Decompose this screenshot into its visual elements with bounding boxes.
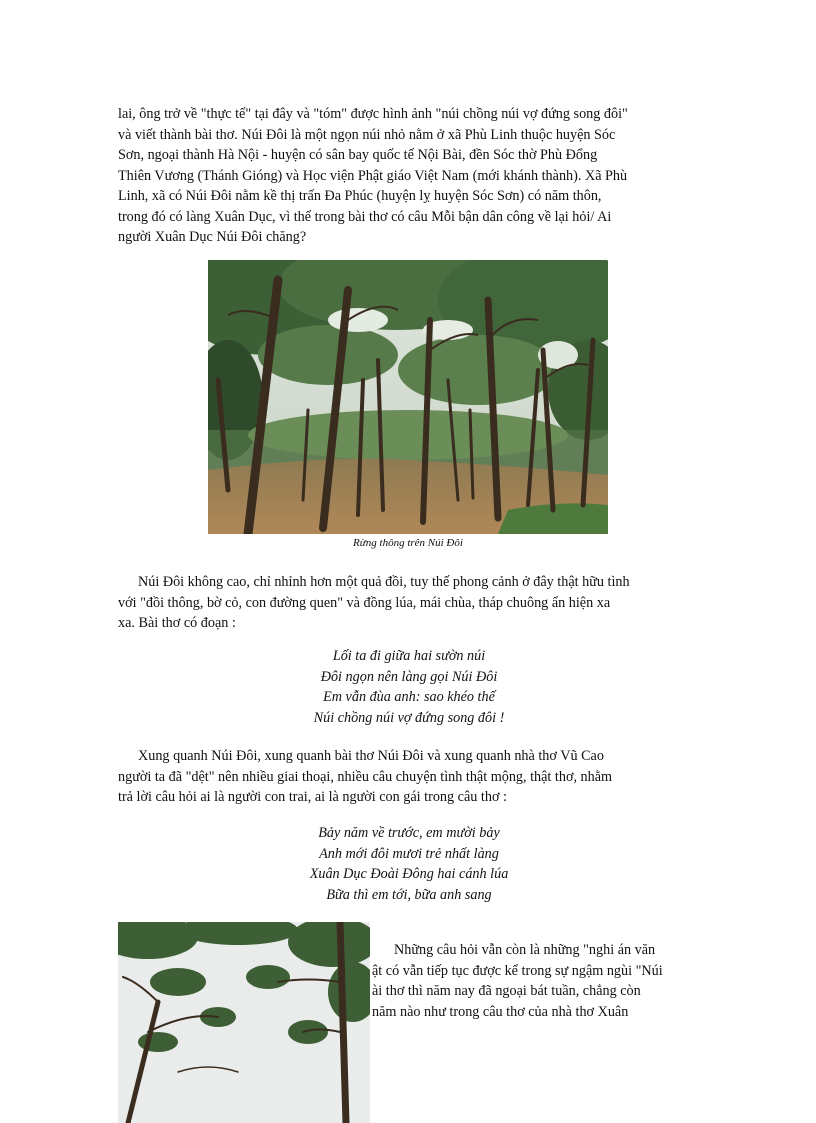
poem-stanza-1 xyxy=(118,646,700,728)
paragraph-4-line: năm nào như trong câu thơ của nhà thơ Xuân xyxy=(372,1003,629,1020)
photo-caption: Rừng thông trên Núi Đôi xyxy=(353,537,463,549)
paragraph-1-line: Sơn, ngoại thành Hà Nội - huyện có sân bay quốc tế Nội Bài, đền Sóc thờ Phù Đổng xyxy=(118,147,598,163)
paragraph-1-line: và viết thành bài thơ. Núi Đôi là một ngọn núi nhỏ nằm ở xã Phù Linh thuộc huyện Sóc xyxy=(118,126,616,143)
poem-line: Núi chồng núi vợ đứng song đôi ! xyxy=(313,709,505,726)
paragraph-1-line: trong đó có làng Xuân Dục, vì thế trong bài thơ có câu Mỗi bận dân công về lại hỏi/ Ai xyxy=(118,208,612,225)
poem-line: Lối ta đi giữa hai sườn núi xyxy=(332,648,486,664)
paragraph-1-line: Thiên Vương (Thánh Gióng) và Học viện Phật giáo Việt Nam (mới khánh thành). Xã Phù xyxy=(118,167,628,184)
pine-forest-photo xyxy=(208,260,608,534)
paragraph-3-line: người ta đã "dệt" nên nhiều giai thoại, nhiều câu chuyện tình thật mộng, thật thơ, nhằm xyxy=(118,768,613,785)
paragraph-4-line: ài thơ thì năm nay đã ngoại bát tuần, chẳng còn xyxy=(372,983,641,999)
poem-line: Đôi ngọn nên làng gọi Núi Đôi xyxy=(320,668,498,685)
paragraph-3-line: Xung quanh Núi Đôi, xung quanh bài thơ Núi Đôi và xung quanh nhà thơ Vũ Cao xyxy=(138,748,604,764)
paragraph-2-line: Núi Đôi không cao, chỉ nhỉnh hơn một quả đồi, tuy thế phong cảnh ở đây thật hữu tình xyxy=(138,574,630,590)
paragraph-4-line: Những câu hỏi vẫn còn là những "nghi án văn xyxy=(394,942,656,958)
poem-line: Bữa thì em tới, bữa anh sang xyxy=(326,886,492,903)
paragraph-4 xyxy=(372,940,702,1022)
paragraph-2-line: xa. Bài thơ có đoạn : xyxy=(118,615,236,631)
paragraph-2 xyxy=(118,572,700,634)
poem-line: Anh mới đôi mươi trẻ nhất làng xyxy=(319,845,499,862)
paragraph-2-line: với "đồi thông, bờ cỏ, con đường quen" và đồng lúa, mái chùa, tháp chuông ẩn hiện xa xyxy=(118,594,611,611)
paragraph-3 xyxy=(118,746,700,808)
paragraph-1-line: người Xuân Dục Núi Đôi chăng? xyxy=(118,229,307,245)
paragraph-1-line: lai, ông trở về "thực tế" tại đây và "tóm" được hình ảnh "núi chồng núi vợ đứng song đôi" xyxy=(118,106,628,122)
paragraph-1 xyxy=(118,104,700,248)
pine-branches-photo xyxy=(118,922,370,1123)
paragraph-1-line: Linh, xã có Núi Đôi nằm kề thị trấn Đa Phúc (huyện lỵ huyện Sóc Sơn) có năm thôn, xyxy=(118,188,602,204)
paragraph-3-line: trả lời câu hỏi ai là người con trai, ai là người con gái trong câu thơ : xyxy=(118,789,507,805)
poem-line: Em vẫn đùa anh: sao khéo thế xyxy=(323,689,495,705)
poem-stanza-2 xyxy=(118,823,700,905)
paragraph-4-line: ật có vẫn tiếp tục được kể trong sự ngậm ngùi "Núi xyxy=(372,962,663,979)
poem-line: Bảy năm về trước, em mười bảy xyxy=(318,825,500,841)
poem-line: Xuân Dục Đoài Đông hai cánh lúa xyxy=(309,866,509,882)
